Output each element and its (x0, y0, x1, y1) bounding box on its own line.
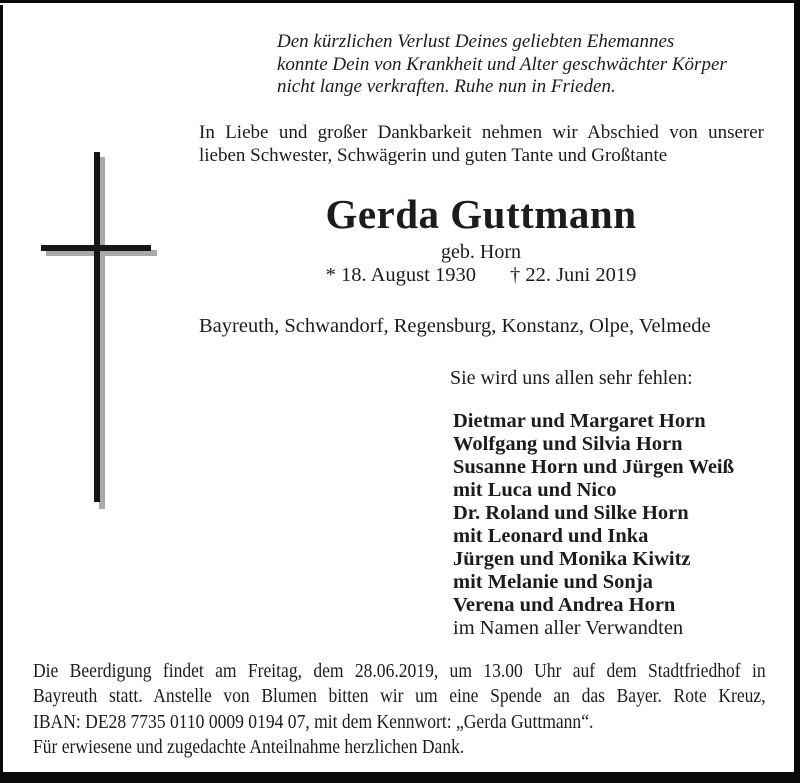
funeral-line: IBAN: DE28 7735 0110 0009 0194 07, mit dem Kennwort: „Gerda Guttmann“. (33, 711, 594, 733)
life-dates (198, 263, 764, 288)
intro-line: In Liebe und großer Dankbarkeit nehmen wir Abschied von unserer (199, 122, 764, 143)
mourner-line: Dietmar und Margaret Horn (453, 410, 706, 432)
funeral-line: Bayreuth statt. Anstelle von Blumen bitten wir um eine Spende an das Bayer. Rote Kreuz, (33, 686, 766, 708)
mourner-line: mit Melanie und Sonja (453, 571, 653, 593)
mourner-line: Dr. Roland und Silke Horn (453, 502, 689, 524)
intro-line: lieben Schwester, Schwägerin und guten Tante und Großtante (199, 144, 668, 166)
mourner-line: mit Luca und Nico (453, 479, 617, 501)
verse-line: nicht lange verkraften. Ruhe nun in Frieden. (277, 76, 616, 97)
birth-date: * 18. August 1930 (325, 264, 476, 286)
funeral-line: Die Beerdigung findet am Freitag, dem 28.06.2019, um 13.00 Uhr auf dem Stadtfriedhof in (33, 661, 766, 682)
mourners-closing-line: im Namen aller Verwandten (453, 617, 684, 639)
funeral-details (33, 659, 766, 760)
death-date: † 22. Juni 2019 (509, 264, 637, 286)
scan-border-left (0, 5, 3, 775)
verse-line: konnte Dein von Krankheit und Alter geschwächter Körper (277, 53, 727, 75)
verse-line: Den kürzlichen Verlust Deines geliebten Ehemannes (277, 31, 675, 52)
intro-text (199, 122, 764, 167)
mourner-line: Jürgen und Monika Kiwitz (453, 548, 691, 570)
funeral-line: Für erwiesene und zugedachte Anteilnahme herzlichen Dank. (33, 736, 465, 758)
mourner-line: Verena und Andrea Horn (453, 594, 676, 616)
scan-border-top (0, 0, 800, 3)
mourner-line: mit Leonard und Inka (453, 525, 649, 547)
deceased-name: Gerda Guttmann (325, 191, 637, 237)
places-line: Bayreuth, Schwandorf, Regensburg, Konstanz, Olpe, Velmede (199, 315, 711, 337)
cross-bar-horizontal (41, 245, 151, 251)
scan-border-right (794, 0, 800, 773)
mourner-line: Wolfgang und Silvia Horn (453, 433, 683, 455)
missing-line: Sie wird uns allen sehr fehlen: (450, 367, 693, 389)
scan-border-bottom (0, 772, 800, 783)
memorial-verse (277, 31, 777, 99)
mourner-line: Susanne Horn und Jürgen Weiß (453, 456, 735, 478)
mourners-list (453, 410, 783, 640)
cross-bar-vertical (94, 152, 100, 502)
maiden-name: geb. Horn (441, 241, 521, 263)
